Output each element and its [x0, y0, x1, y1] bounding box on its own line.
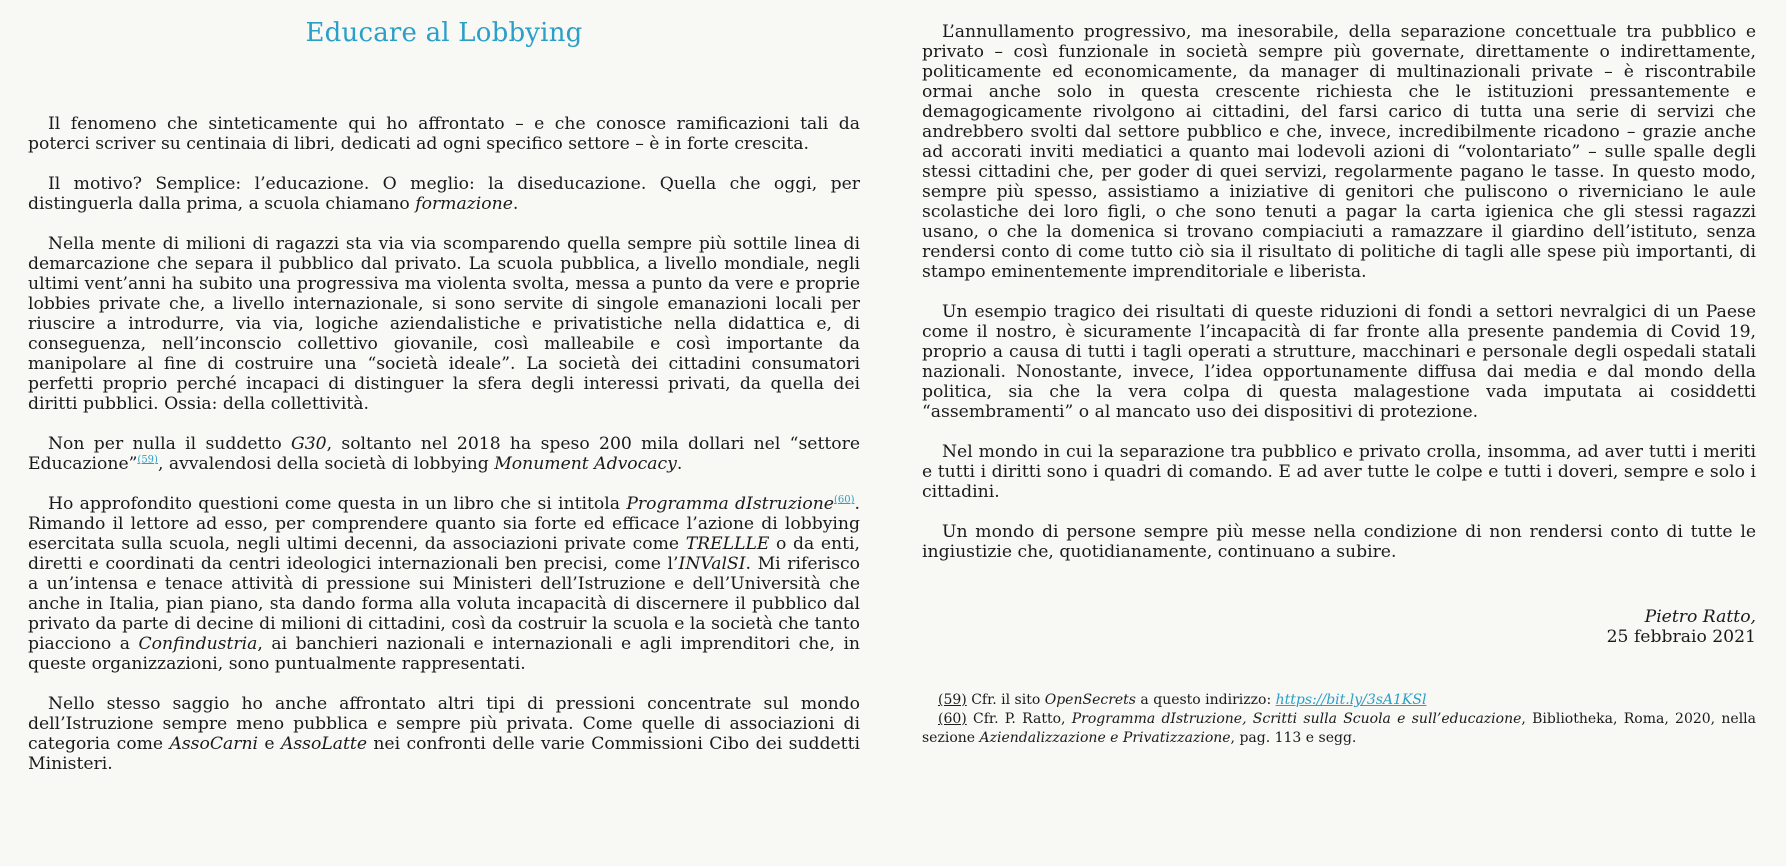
right-column — [922, 0, 1756, 748]
footnote-59 — [922, 691, 1756, 710]
paragraph-4-text-3: , avvalendosi della società di lobbying — [157, 454, 495, 474]
paragraph-2 — [28, 174, 860, 214]
footnote-60-text: Cfr. P. Ratto, — [966, 711, 1072, 727]
paragraph-6-text: Nello stesso saggio ho anche affrontato altri tipi di pressioni concentrate sul mondo dell’Istruzione sempre meno pubblica e sempre più privata. Come quelle di associazioni di categoria come — [28, 694, 860, 754]
paragraph-5-text: Ho approfondito questioni come questa in un libro che si intitola — [48, 494, 627, 514]
page-title: Educare al Lobbying — [305, 18, 583, 48]
footnote-59-number: (59) — [938, 692, 967, 708]
footnote-59-link[interactable]: https://bit.ly/3sA1KSl — [1275, 692, 1427, 708]
paragraph-1: Il fenomeno che sinteticamente qui ho affrontato – e che conosce ramificazioni tali da poterci scriver su centinaia di libri, dedicati ad ogni specifico settore – è in forte crescita. — [28, 114, 860, 154]
paragraph-10: Un mondo di persone sempre più messe nella condizione di non rendersi conto di tutte le ingiustizie che, quotidianamente, continuano a subire. — [922, 522, 1756, 562]
paragraph-7: L’annullamento progressivo, ma inesorabile, della separazione concettuale tra pubblico e privato – così funzionale in società sempre più governate, direttamente o indirettamente, politicamente ed economicamente, da manager di multinazionali private – è riscontrabile ormai anche solo in questa crescente richiesta che le istituzioni pressantemente e demagogicamente rivolgono ai cittadini, del farsi carico di tutta una serie di servizi che andrebbero svolti dal settore pubblico e che, invece, incredibilmente ricadono – grazie anche ad accorati inviti mediatici a quanto mai lodevoli azioni di “volontariato” – sulle spalle degli stessi cittadini che, per goder di quei servizi, regolarmente pagano le tasse. In questo modo, sempre più spesso, assistiamo a iniziative di genitori che puliscono o riverniciano le aule scolastiche dei loro figli, o che sono tenuti a pagar la carta igienica che gli stessi ragazzi usano, o che la domenica si trovano compiaciuti a ramazzare il giardino dell’istituto, senza rendersi conto di come tutto ciò sia il risultato di politiche di tagli alle spese più importanti, di stampo eminentemente imprenditoriale e liberista. — [922, 22, 1756, 282]
footnote-60-text-2: , Bibliotheka, Roma, 2020, nella sezione — [922, 711, 1757, 746]
footnote-60-end: , pag. 113 e segg. — [1230, 730, 1357, 746]
signature — [922, 607, 1756, 647]
paragraph-3: Nella mente di milioni di ragazzi sta via via scomparendo quella sempre più sottile linea di demarcazione che separa il pubblico dal privato. La scuola pubblica, a livello mondiale, negli ultimi vent’anni ha subito una progressiva ma violenta svolta, messa a punto da vere e proprie lobbies private che, a livello internazionale, si sono servite di singole emanazioni locali per riuscire a introdurre, via via, logiche aziendalistiche e privatistiche nella didattica e, di conseguenza, nell’inconscio collettivo giovanile, così malleabile e così importante da manipolare al fine di costruire una “società ideale”. La società dei cittadini consumatori perfetti proprio perché incapaci di distinguer la sfera degli interessi privati, da quella dei diritti pubblici. Ossia: della collettività. — [28, 234, 860, 414]
footnote-59-text: Cfr. il sito — [966, 692, 1045, 708]
paragraph-5-italic-invalsi: INValSI — [678, 554, 746, 574]
footnote-60-number: (60) — [938, 711, 967, 727]
signature-date: 25 febbraio 2021 — [1606, 627, 1756, 647]
paragraph-5-italic-trellle: TRELLLE — [685, 534, 770, 554]
paragraph-8: Un esempio tragico dei risultati di queste riduzioni di fondi a settori nevralgici di un Paese come il nostro, è sicuramente l’incapacità di far fronte alla presente pandemia di Covid 19, proprio a causa di tutti i tagli operati a strutture, macchinari e personale degli ospedali statali nazionali. Nonostante, invece, l’idea opportunamente diffusa dai media e dal mondo della politica, sia che la vera colpa di questa malagestione vada imputata ai cosiddetti “assembramenti” o al mancato uso dei dispositivi di protezione. — [922, 302, 1756, 422]
footnote-60-italic-title: Programma dIstruzione, Scritti sulla Scuola e sull’educazione — [1071, 711, 1522, 727]
paragraph-5-text-2: . Rimando il lettore ad esso, per comprendere quanto sia forte ed efficace l’azione di lobbying esercitata sulla scuola, negli ultimi decenni, da associazioni private come — [28, 494, 860, 554]
footnote-59-text-2: a questo indirizzo: — [1135, 692, 1276, 708]
footnotes — [922, 691, 1756, 748]
paragraph-4-italic-g30: G30 — [291, 434, 327, 454]
paragraph-4-italic-monument: Monument Advocacy — [494, 454, 677, 474]
footnote-60 — [922, 710, 1756, 748]
paragraph-6-end: nei confronti delle varie Commissioni Cibo dei suddetti Ministeri. — [28, 734, 860, 774]
paragraph-4-text-2: , soltanto nel 2018 ha speso 200 mila dollari nel “settore Educazione” — [28, 434, 860, 474]
paragraph-6 — [28, 694, 860, 774]
footnote-ref-59-link[interactable]: (59) — [137, 454, 158, 466]
footnote-ref-59 — [137, 454, 158, 465]
paragraph-4-end: . — [676, 454, 683, 474]
paragraph-5-text-4: . Mi riferisco a un’intensa e tenace attività di pressione sui Ministeri dell’Istruzione e dell’Università che anche in Italia, pian piano, sta dando forma alla voluta incapacità di discernere il pubblico dal privato da parte di decine di milioni di cittadini, così da costruir la scuola e la società che tanto piacciono a — [28, 554, 860, 654]
paragraph-6-italic-assocarni: AssoCarni — [169, 734, 259, 754]
paragraph-5-end: , ai banchieri nazionali e internazionali e agli imprenditori che, in queste organizzazioni, sono puntualmente rappresentati. — [28, 634, 861, 674]
paragraph-5-italic-book: Programma dIstruzione — [626, 494, 834, 514]
footnote-ref-60-link[interactable]: (60) — [833, 494, 855, 506]
footnote-59-italic: OpenSecrets — [1044, 692, 1136, 708]
paragraph-5-italic-confindustria: Confindustria — [138, 634, 258, 654]
paragraph-6-italic-assolatte: AssoLatte — [280, 734, 367, 754]
paragraph-9: Nel mondo in cui la separazione tra pubblico e privato crolla, insomma, ad aver tutti i meriti e tutti i diritti sono i quadri di comando. E ad aver tutte le colpe e tutti i doveri, sempre e solo i cittadini. — [922, 442, 1756, 502]
paragraph-2-italic: formazione — [415, 194, 513, 214]
paragraph-5 — [28, 494, 860, 674]
paragraph-5-text-3: o da enti, diretti e coordinati da centri ideologici internazionali ben precisi, come l’ — [28, 534, 860, 574]
paragraph-6-text-2: e — [258, 734, 281, 754]
footnote-60-italic-section: Aziendalizzazione e Privatizzazione — [979, 730, 1231, 746]
left-column — [28, 0, 860, 774]
paragraph-4-text: Non per nulla il suddetto — [48, 434, 291, 454]
footnote-ref-60 — [834, 494, 855, 505]
paragraph-4 — [28, 434, 860, 474]
paragraph-2-end: . — [512, 194, 519, 214]
paragraph-2-text: Il motivo? Semplice: l’educazione. O meglio: la diseducazione. Quella che oggi, per distinguerla dalla prima, a scuola chiamano — [28, 174, 860, 214]
signature-name: Pietro Ratto, — [1644, 607, 1756, 627]
